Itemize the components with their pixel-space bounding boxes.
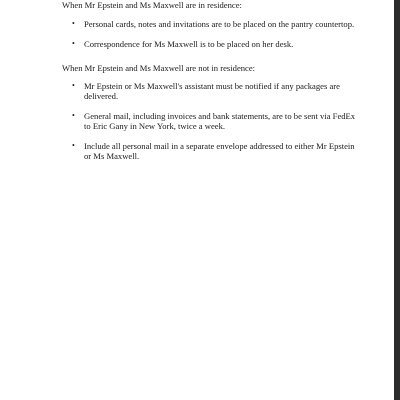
list-item (62, 81, 362, 101)
scan-edge-border (394, 0, 400, 400)
bullet-icon: • (72, 81, 75, 90)
list-item-text: General mail, including invoices and bank statements, are to be sent via FedEx to Eric Gany in New York, twice a week. (84, 111, 356, 131)
bullet-icon: • (72, 111, 75, 120)
bullet-icon: • (72, 19, 75, 28)
list-item-text: Correspondence for Ms Maxwell is to be placed on her desk. (84, 39, 294, 49)
list-item (62, 111, 362, 131)
list-item (62, 141, 362, 161)
list-item-text: Mr Epstein or Ms Maxwell's assistant must be notified if any packages are delivered. (84, 81, 340, 101)
list-item (62, 39, 362, 49)
in-residence-list (62, 19, 362, 59)
bullet-icon: • (72, 141, 75, 150)
list-item-text: Personal cards, notes and invitations are to be placed on the pantry countertop. (84, 19, 355, 29)
heading-not-in-residence: When Mr Epstein and Ms Maxwell are not in residence: (62, 63, 256, 73)
heading-in-residence: When Mr Epstein and Ms Maxwell are in residence: (62, 0, 242, 10)
bullet-icon: • (72, 39, 75, 48)
not-in-residence-list (62, 81, 362, 171)
list-item-text: Include all personal mail in a separate envelope addressed to either Mr Epstein or Ms Maxwell. (84, 141, 355, 161)
list-item (62, 19, 362, 29)
